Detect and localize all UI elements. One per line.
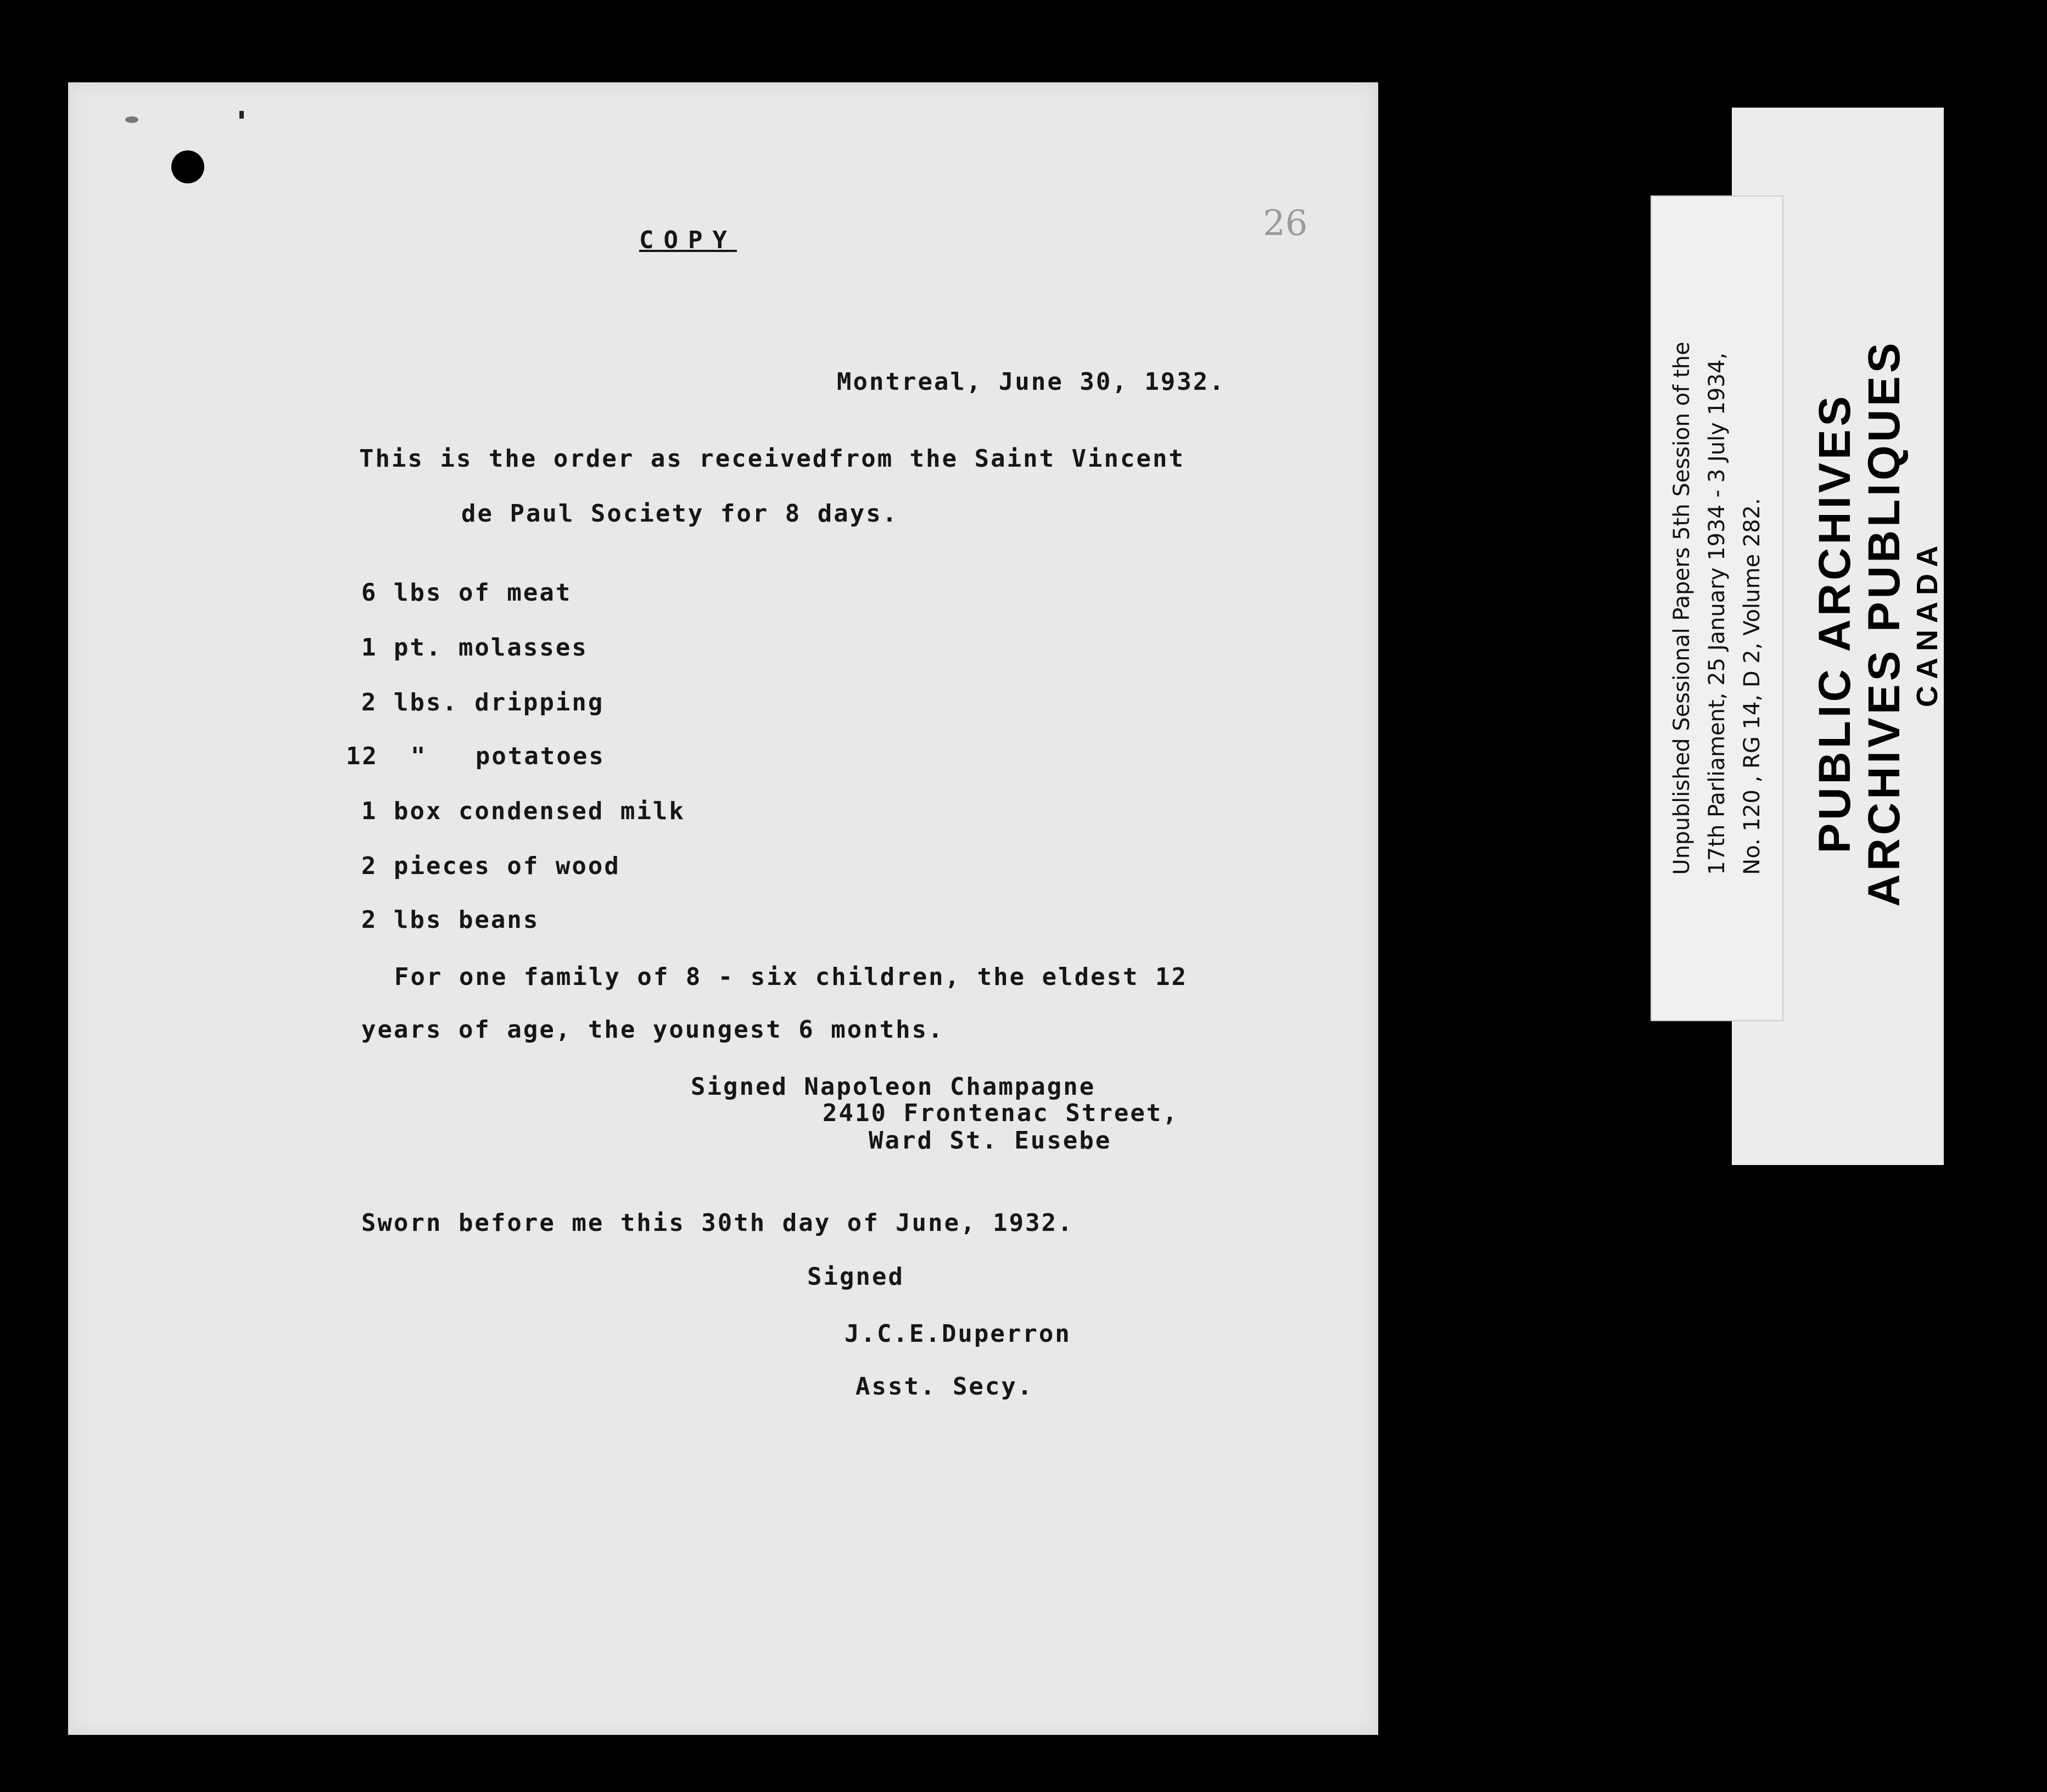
archive-stamp-line: ARCHIVES PUBLIQUES (1859, 339, 1909, 907)
archive-stamp-line: CANADA (1911, 539, 1944, 707)
list-item: 2 lbs. dripping (361, 688, 605, 716)
punch-hole (171, 150, 204, 183)
archive-reference-text (1664, 341, 1770, 875)
official-name: J.C.E.Duperron (844, 1320, 1071, 1348)
archive-reference-line: Unpublished Sessional Papers 5th Session of the (1669, 341, 1694, 875)
archive-stamp-text (1810, 340, 1945, 907)
intro-line-1: This is the order as receivedfrom the Saint Vincent (359, 445, 1185, 473)
address-line: 2410 Frontenac Street, (823, 1099, 1179, 1127)
list-item: 6 lbs of meat (361, 579, 572, 607)
family-line-2: years of age, the youngest 6 months. (361, 1016, 944, 1044)
official-title: Asst. Secy. (855, 1373, 1034, 1401)
date-line: Montreal, June 30, 1932. (837, 368, 1226, 396)
page-number: 26 (1263, 203, 1308, 244)
archive-stamp-line: PUBLIC ARCHIVES (1810, 393, 1860, 854)
paper-speck (239, 111, 244, 119)
sworn-line: Sworn before me this 30th day of June, 1932. (361, 1209, 1074, 1237)
intro-line-2: de Paul Society for 8 days. (461, 500, 899, 528)
signer-line: Signed Napoleon Champagne (691, 1073, 1096, 1101)
archive-reference-line: 17th Parliament, 25 January 1934 - 3 July 1934, (1704, 352, 1730, 875)
document-page (68, 82, 1378, 1735)
ward-line: Ward St. Eusebe (869, 1127, 1112, 1155)
archive-reference-line: No. 120 , RG 14, D 2, Volume 282. (1740, 498, 1765, 875)
archive-reference-slip (1651, 195, 1783, 1021)
list-item: 2 lbs beans (361, 906, 540, 934)
list-item: 1 box condensed milk (361, 797, 685, 825)
document-title: COPY (639, 226, 737, 254)
list-item: 2 pieces of wood (361, 852, 620, 880)
list-item: 1 pt. molasses (361, 634, 588, 662)
list-item: 12 " potatoes (346, 742, 605, 770)
signed-label: Signed (807, 1263, 904, 1291)
paper-speck (125, 116, 138, 123)
archive-stamp (1812, 313, 1944, 933)
family-line-1: For one family of 8 - six children, the eldest 12 (394, 963, 1188, 991)
